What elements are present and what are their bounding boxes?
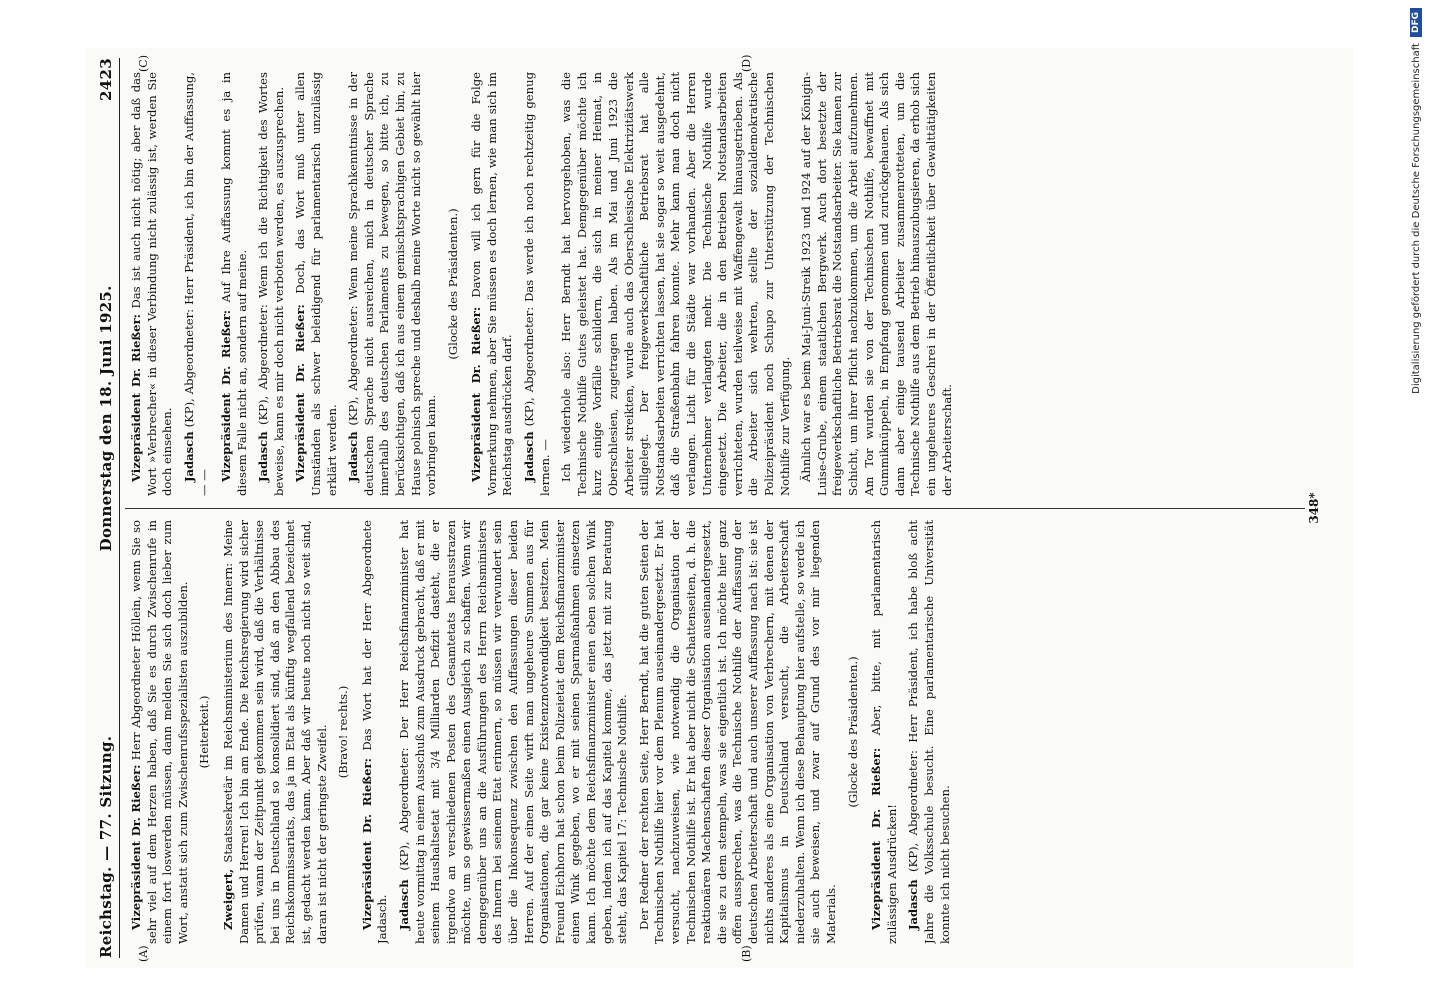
left-column — [129, 520, 1299, 944]
speech-paragraph — [869, 520, 900, 944]
speech-paragraph — [221, 520, 330, 944]
margin-mark-b: (B) — [740, 945, 753, 962]
speech-paragraph — [219, 72, 250, 496]
speech-text: Herr Abgeordneter Höllein, wenn Sie so sehr viel auf dem Herzen haben, daß Sie es durch Zwischenrufe in einem fort loswerden müssen, dann melden Sie sich doch lieber zum Wort, anstatt sich zum Zwischenrufsspezialisten auszubilden. — [129, 520, 190, 944]
digitization-text: Digitalisierung gefördert durch die Deutsche Forschungsgemeinschaft — [1410, 43, 1422, 394]
margin-mark-a: (A) — [137, 945, 150, 962]
right-column — [129, 72, 1299, 496]
interjection: (Glocke des Präsidenten.) — [845, 656, 860, 808]
speech-paragraph — [637, 520, 840, 944]
digitization-note — [1405, 8, 1427, 988]
interjection: (Heiterkeit.) — [197, 695, 212, 769]
speaker-name: Zweigert, — [220, 868, 235, 930]
speech-paragraph — [799, 72, 955, 496]
speech-paragraph — [906, 520, 953, 944]
speaker-name: Vizepräsident Dr. Rießer: — [359, 758, 374, 930]
speech-text: Auf Ihre Auffassung kommt es ja in diesem Falle nicht an, sondern auf meine. — [218, 72, 249, 496]
speaker-name: Jadasch — [346, 431, 361, 482]
speech-text: (KP), Abgeordneter: Der Herr Reichsfinanzminister hat heute vormittag in einem Ausschuß zum Ausdruck gebracht, daß er mit seinem Haushaltsetat mit 3/4 Milliarden Defizit dasteht, die er irgendwo an verschiedenen Posten des Gesamtetats herausstrazen möchte, um so gewissermaßen einen Ausgleich zu schaffen. Wenn wir demgegenüber uns an die Ausführungen des Herrn Reichsministers des Innern bei seinem Etat erinnern, so müssen wir verwundert sein über die Inkonsequenz zwischen den Auffassungen dieser beiden Herren. Auf der einen Seite wirft man ungeheure Summen aus für Organisationen, die gar keine Existenznotwendigkeit besitzen. Mein Freund Eichhorn hat schon beim Polizeietat dem Reichsfinanzminister einen Wink gegeben, wo er mit seinen Sparmaßnahmen einsetzen kann. Ich möchte dem Reichsfinanzminister einen eben solchen Wink geben, indem ich auf das Kapitel komme, das jetzt mit zur Beratung steht, das Kapitel 17: Technische Nothilfe. — [396, 520, 630, 944]
speaker-name: Jadasch — [396, 879, 411, 930]
speaker-name: Vizepräsident Dr. Rießer: — [129, 764, 143, 930]
speech-text: Ähnlich war es beim Mai-Juni-Streik 1923 und 1924 auf der Königin-Luise-Grube, einem staatlichen Bergwerk. Auch dort besetzte der freigewerkschaftliche Betriebsrat die Notstandsarbeiter. Sie kamen zur Schicht, um ihrer Pflicht nachzukommen, um die Arbeit aufzunehmen. Am Tor wurden sie von der Technischen Nothilfe, bewaffnet mit Gummiknüppeln, in Empfang genommen und zurückgehauen. Als sich dann aber einige tausend Arbeiter zusammenrotteten, um die Technische Nothilfe aus dem Betrieb hinauszubugsieren, da erhob sich ein ungeheures Geschrei in der Öffentlichkeit über Gewalttätigkeiten der Arbeiterschaft. — [799, 72, 954, 496]
interjection: (Bravo! rechts.) — [336, 685, 351, 779]
digitization-sidebar — [1405, 8, 1427, 988]
speech-text: Das ist auch nicht nötig; aber daß das Wort »Verbrecher« in dieser Verbindung nicht zulässig ist, werden Sie doch einsehen. — [129, 72, 175, 496]
speech-text: (KP), Abgeordneter: Das werde ich noch rechtzeitig genug lernen. — — [522, 72, 552, 496]
speech-paragraph — [182, 72, 213, 496]
speech-paragraph — [469, 72, 516, 496]
speech-paragraph — [360, 520, 391, 944]
header-left: Reichstag. — 77. Sitzung. — [97, 735, 115, 958]
speech-text: Der Redner der rechten Seite, Herr Berndt, hat die guten Seiten der Technischen Nothilfe hier vor dem Plenum auseinandergesetzt. Er hat versucht, nachzuweisen, wie notwendig die Organisation der Technischen Nothilfe ist. Er hat aber nicht die Schattenseiten, d. h. die reaktionären Machenschaften dieser Organisation auseinandergesetzt, die sie zu dem stempeln, was sie eigentlich ist. Ich möchte hier ganz offen aussprechen, was die Technische Nothilfe der Auffassung der deutschen Arbeiterschaft und auch unserer Auffassung nach ist: sie ist nichts anderes als eine Organisation von Verbrechern, mit denen der Kapitalismus in Deutschland versucht, die Arbeiterschaft niederzuhalten. Wenn ich diese Behauptung hier aufstelle, so werde ich sie auch beweisen, und zwar auf Grund des vor mir liegenden Materials. — [636, 520, 838, 944]
speech-paragraph — [129, 520, 191, 944]
speech-paragraph — [397, 520, 631, 944]
speech-paragraph — [346, 72, 440, 496]
page-number: 2423 — [97, 58, 115, 101]
speaker-name: Jadasch — [181, 431, 196, 482]
speaker-name: Vizepräsident Dr. Rießer: — [869, 747, 884, 930]
speech-paragraph — [256, 72, 287, 496]
speech-text: Aber, bitte, mit parlamentarisch zulässigen Ausdrücken! — [869, 520, 899, 944]
margin-mark-d: (D) — [740, 54, 753, 72]
speech-text: (KP), Abgeordneter: Wenn meine Sprachkenntnisse in der deutschen Sprache nicht ausreichen, mich in deutscher Sprache innerhalb des deutschen Parlaments zu bewegen, so bitte ich, zu berücksichtigen, daß ich aus einem gemischtsprachigen Gebiet bin, zu Hause polnisch spreche und deshalb meine Worte nicht so gewählt hier vorbringen kann. — [346, 72, 439, 496]
speaker-name: Jadasch — [906, 879, 921, 930]
speech-text: Doch, das Wort muß unter allen Umständen als schwer beleidigend für parlamentarisch unzulässig erklärt werden. — [293, 72, 339, 496]
speaker-name: Vizepräsident Dr. Rießer: — [469, 306, 484, 482]
speech-text: Staatssekretär im Reichsministerium des Innern: Meine Damen und Herren! Ich bin am Ende. Die Reichsregierung wird sicher prüfen, wann der Zeitpunkt gekommen sein wird, daß die Verhältnisse bei uns in Deutschland so konsolidiert sind, daß an den Abbau des Reichskommissariats, das ja im Etat als künftig wegfallend bezeichnet ist, gedacht werden kann. Aber daß wir heute noch nicht so weit sind, daran ist nicht der geringste Zweifel. — [220, 520, 329, 944]
speech-text: Das Wort hat der Herr Abgeordnete Jadasch. — [359, 520, 390, 944]
speech-text: Davon will ich gern für die Folge Vormerkung nehmen, aber Sie müssen es doch lernen, wie man sich im Reichstag ausdrücken darf. — [469, 72, 515, 496]
speaker-name: Vizepräsident Dr. Rießer: — [218, 309, 233, 482]
scanned-page — [85, 48, 1353, 968]
rotated-page-content — [85, 48, 1353, 968]
header-center: Donnerstag den 18. Juni 1925. — [97, 285, 115, 552]
speech-paragraph — [129, 72, 176, 496]
interjection: (Glocke des Präsidenten.) — [445, 208, 460, 360]
dfg-logo: DFG — [1410, 8, 1422, 37]
speech-paragraph — [522, 72, 553, 496]
speaker-name: Jadasch — [256, 431, 271, 482]
speech-text: Ich wiederhole also: Herr Berndt hat hervorgehoben, was die Technische Nothilfe Gutes geleistet hat. Demgegenüber möchte ich kurz einige Vorfälle schildern, die sich in meiner Heimat, in Oberschlesien, zugetragen haben. Als im Mai und Juni 1923 die Arbeiter streikten, wurde auch das Oberschlesische Elektrizitätswerk stillgelegt. Der freigewerkschaftliche Betriebsrat hat alle Notstandsarbeiten verrichten lassen, hat sie sogar so weit ausgedehnt, daß die Straßenbahn fahren konnte. Mehr kann man doch nicht verlangen. Licht für die Städte war vorhanden. Aber die Herren Unternehmer verlangten mehr. Die Technische Nothilfe wurde eingesetzt. Die Arbeiter, die in den Betrieben Notstandsarbeiten verrichteten, wurden teilweise mit Waffengewalt hinausgetrieben. Als die Arbeiter sich wehrten, stellte der sozialdemokratische Polizeipräsident noch Schupo zur Unterstützung der Technischen Nothilfe zur Verfügung. — [559, 72, 792, 496]
header-rule — [119, 58, 120, 958]
speech-paragraph — [293, 72, 340, 496]
speech-text: (KP), Abgeordneter: Herr Präsident, ich habe bloß acht Jahre die Volksschule besucht. Eine parlamentarische Universität konnte ich nicht besuchen. — [906, 520, 952, 944]
speaker-name: Vizepräsident Dr. Rießer: — [293, 304, 308, 482]
speech-text: (KP), Abgeordneter: Herr Präsident, ich bin der Auffassung, — — — [181, 72, 212, 496]
speaker-name: Vizepräsident Dr. Rießer: — [129, 314, 143, 482]
column-divider — [125, 508, 1305, 509]
speaker-name: Jadasch — [522, 431, 537, 482]
signature-mark: 348* — [1307, 492, 1321, 524]
speech-text: (KP), Abgeordneter: Wenn ich die Richtigkeit des Wortes beweise, kann es mir doch nicht verboten werden, es auszusprechen. — [256, 72, 286, 496]
speech-paragraph — [559, 72, 793, 496]
margin-mark-c: (C) — [137, 55, 150, 72]
page-header — [85, 58, 115, 958]
